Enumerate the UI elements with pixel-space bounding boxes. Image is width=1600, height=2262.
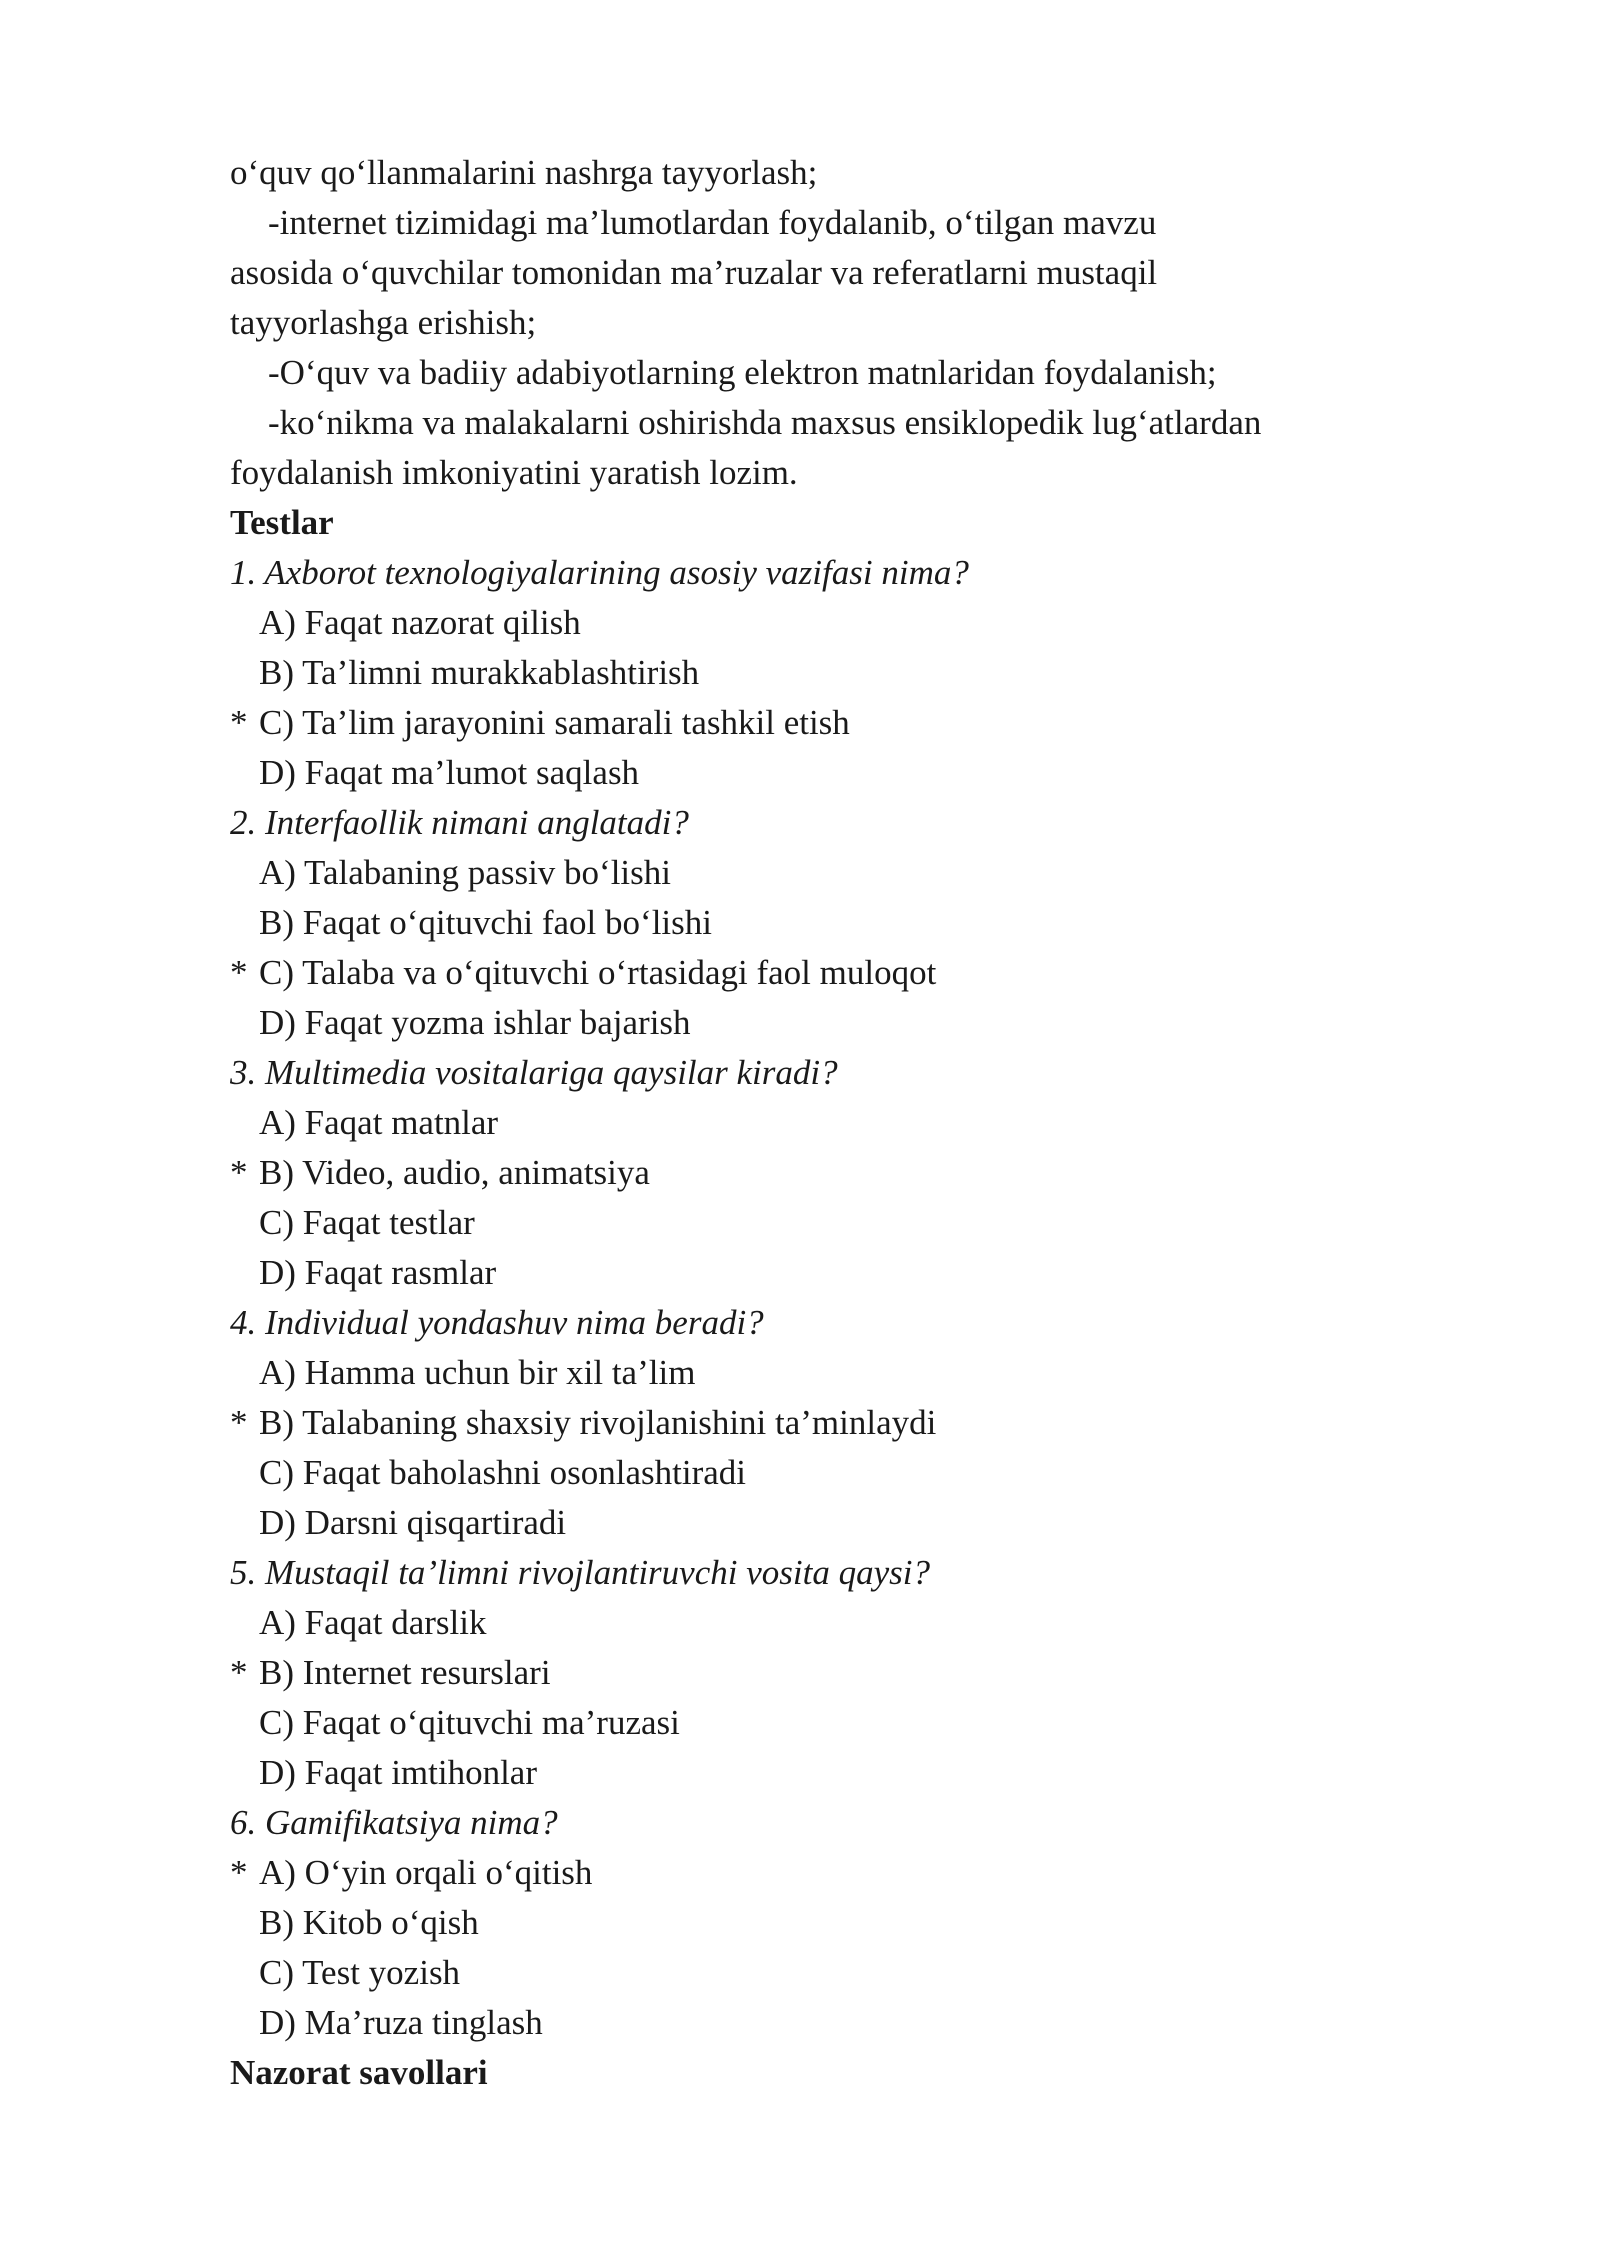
question-text: 3. Multimedia vositalariga qaysilar kiradi? [230, 1053, 838, 1092]
question-block [230, 548, 1400, 798]
answer-option [230, 1198, 1400, 1248]
answer-option [230, 1648, 1400, 1698]
answer-option-text: D) Faqat yozma ishlar bajarish [259, 1003, 691, 1042]
answer-option [230, 598, 1400, 648]
answer-option [230, 1748, 1400, 1798]
answer-option-text: C) Faqat baholashni osonlashtiradi [259, 1453, 747, 1492]
answer-option [230, 998, 1400, 1048]
answer-option [230, 698, 1400, 748]
answer-option-text: D) Faqat rasmlar [259, 1253, 497, 1292]
answer-option-text: C) Faqat o‘qituvchi ma’ruzasi [259, 1703, 680, 1742]
answer-option-text: D) Faqat ma’lumot saqlash [259, 753, 640, 792]
answer-option-text: B) Video, audio, animatsiya [259, 1153, 650, 1192]
answer-option [230, 1498, 1400, 1548]
answer-option-text: B) Ta’limni murakkablashtirish [259, 653, 700, 692]
answer-option [230, 898, 1400, 948]
answer-option [230, 1698, 1400, 1748]
tests-heading: Testlar [230, 503, 334, 542]
question-text: 1. Axborot texnologiyalarining asosiy vazifasi nima? [230, 553, 969, 592]
answer-option [230, 1248, 1400, 1298]
correct-answer-marker: * [230, 1653, 248, 1692]
question-text: 2. Interfaollik nimani anglatadi? [230, 803, 689, 842]
question-block [230, 1798, 1400, 2048]
document-body [230, 148, 1400, 2098]
answer-option-text: B) Internet resurslari [259, 1653, 551, 1692]
answer-option [230, 1948, 1400, 1998]
correct-answer-marker: * [230, 1853, 248, 1892]
answer-option [230, 1898, 1400, 1948]
correct-answer-marker: * [230, 703, 248, 742]
intro-line: foydalanish imkoniyatini yaratish lozim. [230, 453, 798, 492]
answer-option [230, 648, 1400, 698]
answer-option-text: A) O‘yin orqali o‘qitish [259, 1853, 593, 1892]
question-text: 6. Gamifikatsiya nima? [230, 1803, 558, 1842]
answer-option [230, 1448, 1400, 1498]
answer-option [230, 1348, 1400, 1398]
question-block [230, 1048, 1400, 1298]
answer-option-text: C) Ta’lim jarayonini samarali tashkil etish [259, 703, 850, 742]
answer-option [230, 748, 1400, 798]
question-text: 4. Individual yondashuv nima beradi? [230, 1303, 764, 1342]
answer-option-text: A) Faqat nazorat qilish [259, 603, 581, 642]
answer-option [230, 1398, 1400, 1448]
question-text: 5. Mustaqil ta’limni rivojlantiruvchi vosita qaysi? [230, 1553, 930, 1592]
question-block [230, 798, 1400, 1048]
question-block [230, 1548, 1400, 1798]
answer-option-text: A) Faqat matnlar [259, 1103, 499, 1142]
intro-section [230, 148, 1400, 498]
answer-option-text: B) Faqat o‘qituvchi faol bo‘lishi [259, 903, 712, 942]
answer-option-text: A) Hamma uchun bir xil ta’lim [259, 1353, 696, 1392]
intro-line: -ko‘nikma va malakalarni oshirishda maxsus ensiklopedik lug‘atlardan [268, 403, 1262, 442]
answer-option-text: B) Talabaning shaxsiy rivojlanishini ta’minlaydi [259, 1403, 937, 1442]
correct-answer-marker: * [230, 1153, 248, 1192]
answer-option-text: C) Test yozish [259, 1953, 461, 1992]
answer-option-text: C) Faqat testlar [259, 1203, 475, 1242]
answer-option [230, 1148, 1400, 1198]
answer-option-text: D) Darsni qisqartiradi [259, 1503, 567, 1542]
answer-option [230, 1098, 1400, 1148]
intro-line: tayyorlashga erishish; [230, 303, 537, 342]
answer-option-text: A) Faqat darslik [259, 1603, 487, 1642]
answer-option-text: D) Ma’ruza tinglash [259, 2003, 543, 2042]
answer-option [230, 1998, 1400, 2048]
intro-line: -internet tizimidagi ma’lumotlardan foydalanib, o‘tilgan mavzu [268, 203, 1157, 242]
answer-option [230, 1598, 1400, 1648]
answer-option [230, 1848, 1400, 1898]
answer-option-text: C) Talaba va o‘qituvchi o‘rtasidagi faol muloqot [259, 953, 937, 992]
intro-line: -O‘quv va badiiy adabiyotlarning elektron matnlaridan foydalanish; [268, 353, 1217, 392]
intro-line: asosida o‘quvchilar tomonidan ma’ruzalar va referatlarni mustaqil [230, 253, 1158, 292]
correct-answer-marker: * [230, 953, 248, 992]
correct-answer-marker: * [230, 1403, 248, 1442]
control-questions-heading: Nazorat savollari [230, 2053, 488, 2092]
question-block [230, 1298, 1400, 1548]
answer-option-text: D) Faqat imtihonlar [259, 1753, 538, 1792]
answer-option-text: A) Talabaning passiv bo‘lishi [259, 853, 671, 892]
answer-option [230, 848, 1400, 898]
answer-option-text: B) Kitob o‘qish [259, 1903, 479, 1942]
intro-line: o‘quv qo‘llanmalarini nashrga tayyorlash; [230, 153, 818, 192]
answer-option [230, 948, 1400, 998]
